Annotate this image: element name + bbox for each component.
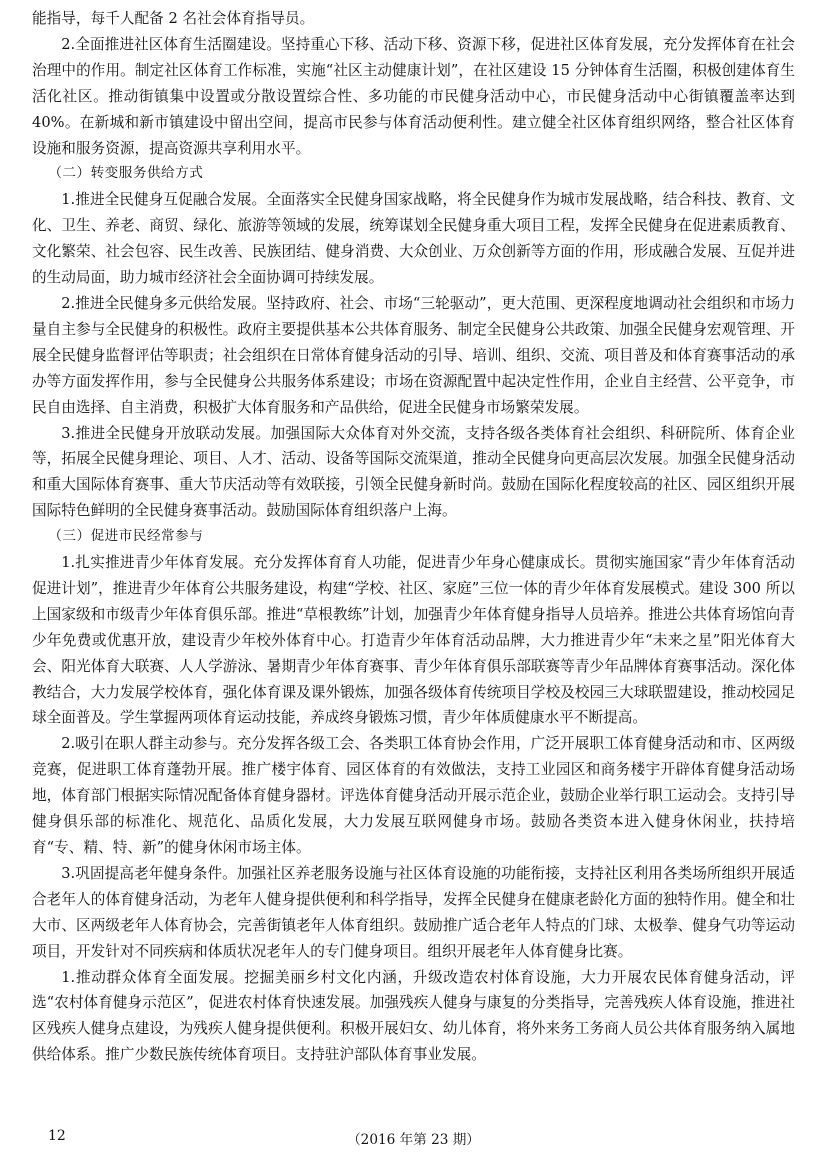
section-heading-citizen-participation: （三）促进市民经常参与 xyxy=(48,528,204,545)
paragraph-working-people: 2.吸引在职人群主动参与。充分发挥各级工会、各类职工体育协会作用，广泛开展职工体育健身活动和市、区两级竞赛，促进职工体育蓬勃开展。推广楼宇体育、园区体育的有效做法，支持工业园区和商务楼宇开辟体育健身活动场地，体育部门根据实际情况配备体育健身器材。评选体育健身活动开展示范企业，鼓励企业举行职工运动会。支持引导健身俱乐部的标准化、规范化、品质化发展，大力发展互联网健身市场。鼓励各类资本进入健身休闲业，扶持培育“专、精、特、新”的健身休闲市场主体。 xyxy=(32,735,795,856)
paragraph-diverse-supply: 2.推进全民健身多元供给发展。坚持政府、社会、市场“三轮驱动”，更大范围、更深程度地调动社会组织和市场力量自主参与全民健身的积极性。政府主要提供基本公共体育服务、制定全民健身公共政策、加强全民健身宏观管理、开展全民健身监督评估等职责；社会组织在日常体育健身活动的引导、培训、组织、交流、项目普及和体育赛事活动的承办等方面发挥作用，参与全民健身公共服务体系建设；市场在资源配置中起决定性作用，企业自主经营、公平竞争，市民自由选择、自主消费，积极扩大体育服务和产品供给，促进全民健身市场繁荣发展。 xyxy=(32,294,795,416)
section-heading-service-supply: （二）转变服务供给方式 xyxy=(48,165,204,182)
paragraph-mass-sports: 1.推动群众体育全面发展。挖掘美丽乡村文化内涵，升级改造农村体育设施，大力开展农民体育健身活动，评选“农村体育健身示范区”，促进农村体育快速发展。加强残疾人健身与康复的分类指导，完善残疾人体育设施，推进社区残疾人健身点建设，为残疾人健身提供便利。积极开展妇女、幼儿体育，将外来务工务商人员公共体育服务纳入属地供给体系。推广少数民族传统体育项目。支持驻沪部队体育事业发展。 xyxy=(32,968,795,1064)
body-text xyxy=(32,6,795,1068)
paragraph-elderly-fitness: 3.巩固提高老年健身条件。加强社区养老服务设施与社区体育设施的功能衔接，支持社区利用各类场所组织开展适合老年人的体育健身活动，为老年人健身提供便利和科学指导，发挥全民健身在健康老龄化方面的独特作用。健全和壮大市、区两级老年人体育协会，完善街镇老年人体育组织。鼓励推广适合老年人特点的门球、太极拳、健身气功等运动项目，开发针对不同疾病和体质状况老年人的专门健身项目。组织开展老年人体育健身比赛。 xyxy=(32,864,795,960)
page-number: 12 xyxy=(48,1128,66,1144)
paragraph-community-sports: 2.全面推进社区体育生活圈建设。坚持重心下移、活动下移、资源下移，促进社区体育发展，充分发挥体育在社会治理中的作用。制定社区体育工作标准，实施“社区主动健康计划”，在社区建设 15 分钟体育生活圈，积极创建体育生活化社区。推动街镇集中设置或分散设置综合性、多功能的市民健身活动中心，市民健身活动中心街镇覆盖率达到 40%。在新城和新市镇建设中留出空间，提高市民参与体育活动便利性。建立健全社区体育组织网络，整合社区体育设施和服务资源，提高资源共享利用水平。 xyxy=(32,35,795,157)
paragraph-continuation: 能指导，每千人配备 2 名社会体育指导员。 xyxy=(32,10,315,27)
paragraph-youth-sports: 1.扎实推进青少年体育发展。充分发挥体育育人功能，促进青少年身心健康成长。贯彻实施国家“青少年体育活动促进计划”，推进青少年体育公共服务建设，构建“学校、社区、家庭”三位一体的青少年体育发展模式。建设 300 所以上国家级和市级青少年体育俱乐部。推进“草根教练”计划，加强青少年体育健身指导人员培养。推进公共体育场馆向青少年免费或优惠开放，建设青少年校外体育中心。打造青少年体育活动品牌，大力推进青少年“未来之星”阳光体育大会、阳光体育大联赛、人人学游泳、暑期青少年体育赛事、青少年体育俱乐部联赛等青少年品牌体育赛事活动。深化体教结合，大力发展学校体育，强化体育课及课外锻炼，加强各级体育传统项目学校及校园三大球联盟建设，推动校园足球全面普及。学生掌握两项体育运动技能，养成终身锻炼习惯，青少年体质健康水平不断提高。 xyxy=(32,554,795,727)
issue-label: （2016 年第 23 期） xyxy=(347,1132,480,1148)
paragraph-integrated-development: 1.推进全民健身互促融合发展。全面落实全民健身国家战略，将全民健身作为城市发展战略，结合科技、教育、文化、卫生、养老、商贸、绿化、旅游等领域的发展，统筹谋划全民健身重大项目工程，发挥全民健身在促进素质教育、文化繁荣、社会包容、民生改善、民族团结、健身消费、大众创业、万众创新等方面的作用，形成融合发展、互促并进的生动局面，助力城市经济社会全面协调可持续发展。 xyxy=(32,191,795,287)
paragraph-open-linkage: 3.推进全民健身开放联动发展。加强国际大众体育对外交流，支持各级各类体育社会组织、科研院所、体育企业等，拓展全民健身理论、项目、人才、活动、设备等国际交流渠道，推动全民健身向更高层次发展。加强全民健身活动和重大国际体育赛事、重大节庆活动等有效联接，引领全民健身新时尚。鼓励在国际化程度较高的社区、园区组织开展国际特色鲜明的全民健身赛事活动。鼓励国际体育组织落户上海。 xyxy=(32,424,795,520)
